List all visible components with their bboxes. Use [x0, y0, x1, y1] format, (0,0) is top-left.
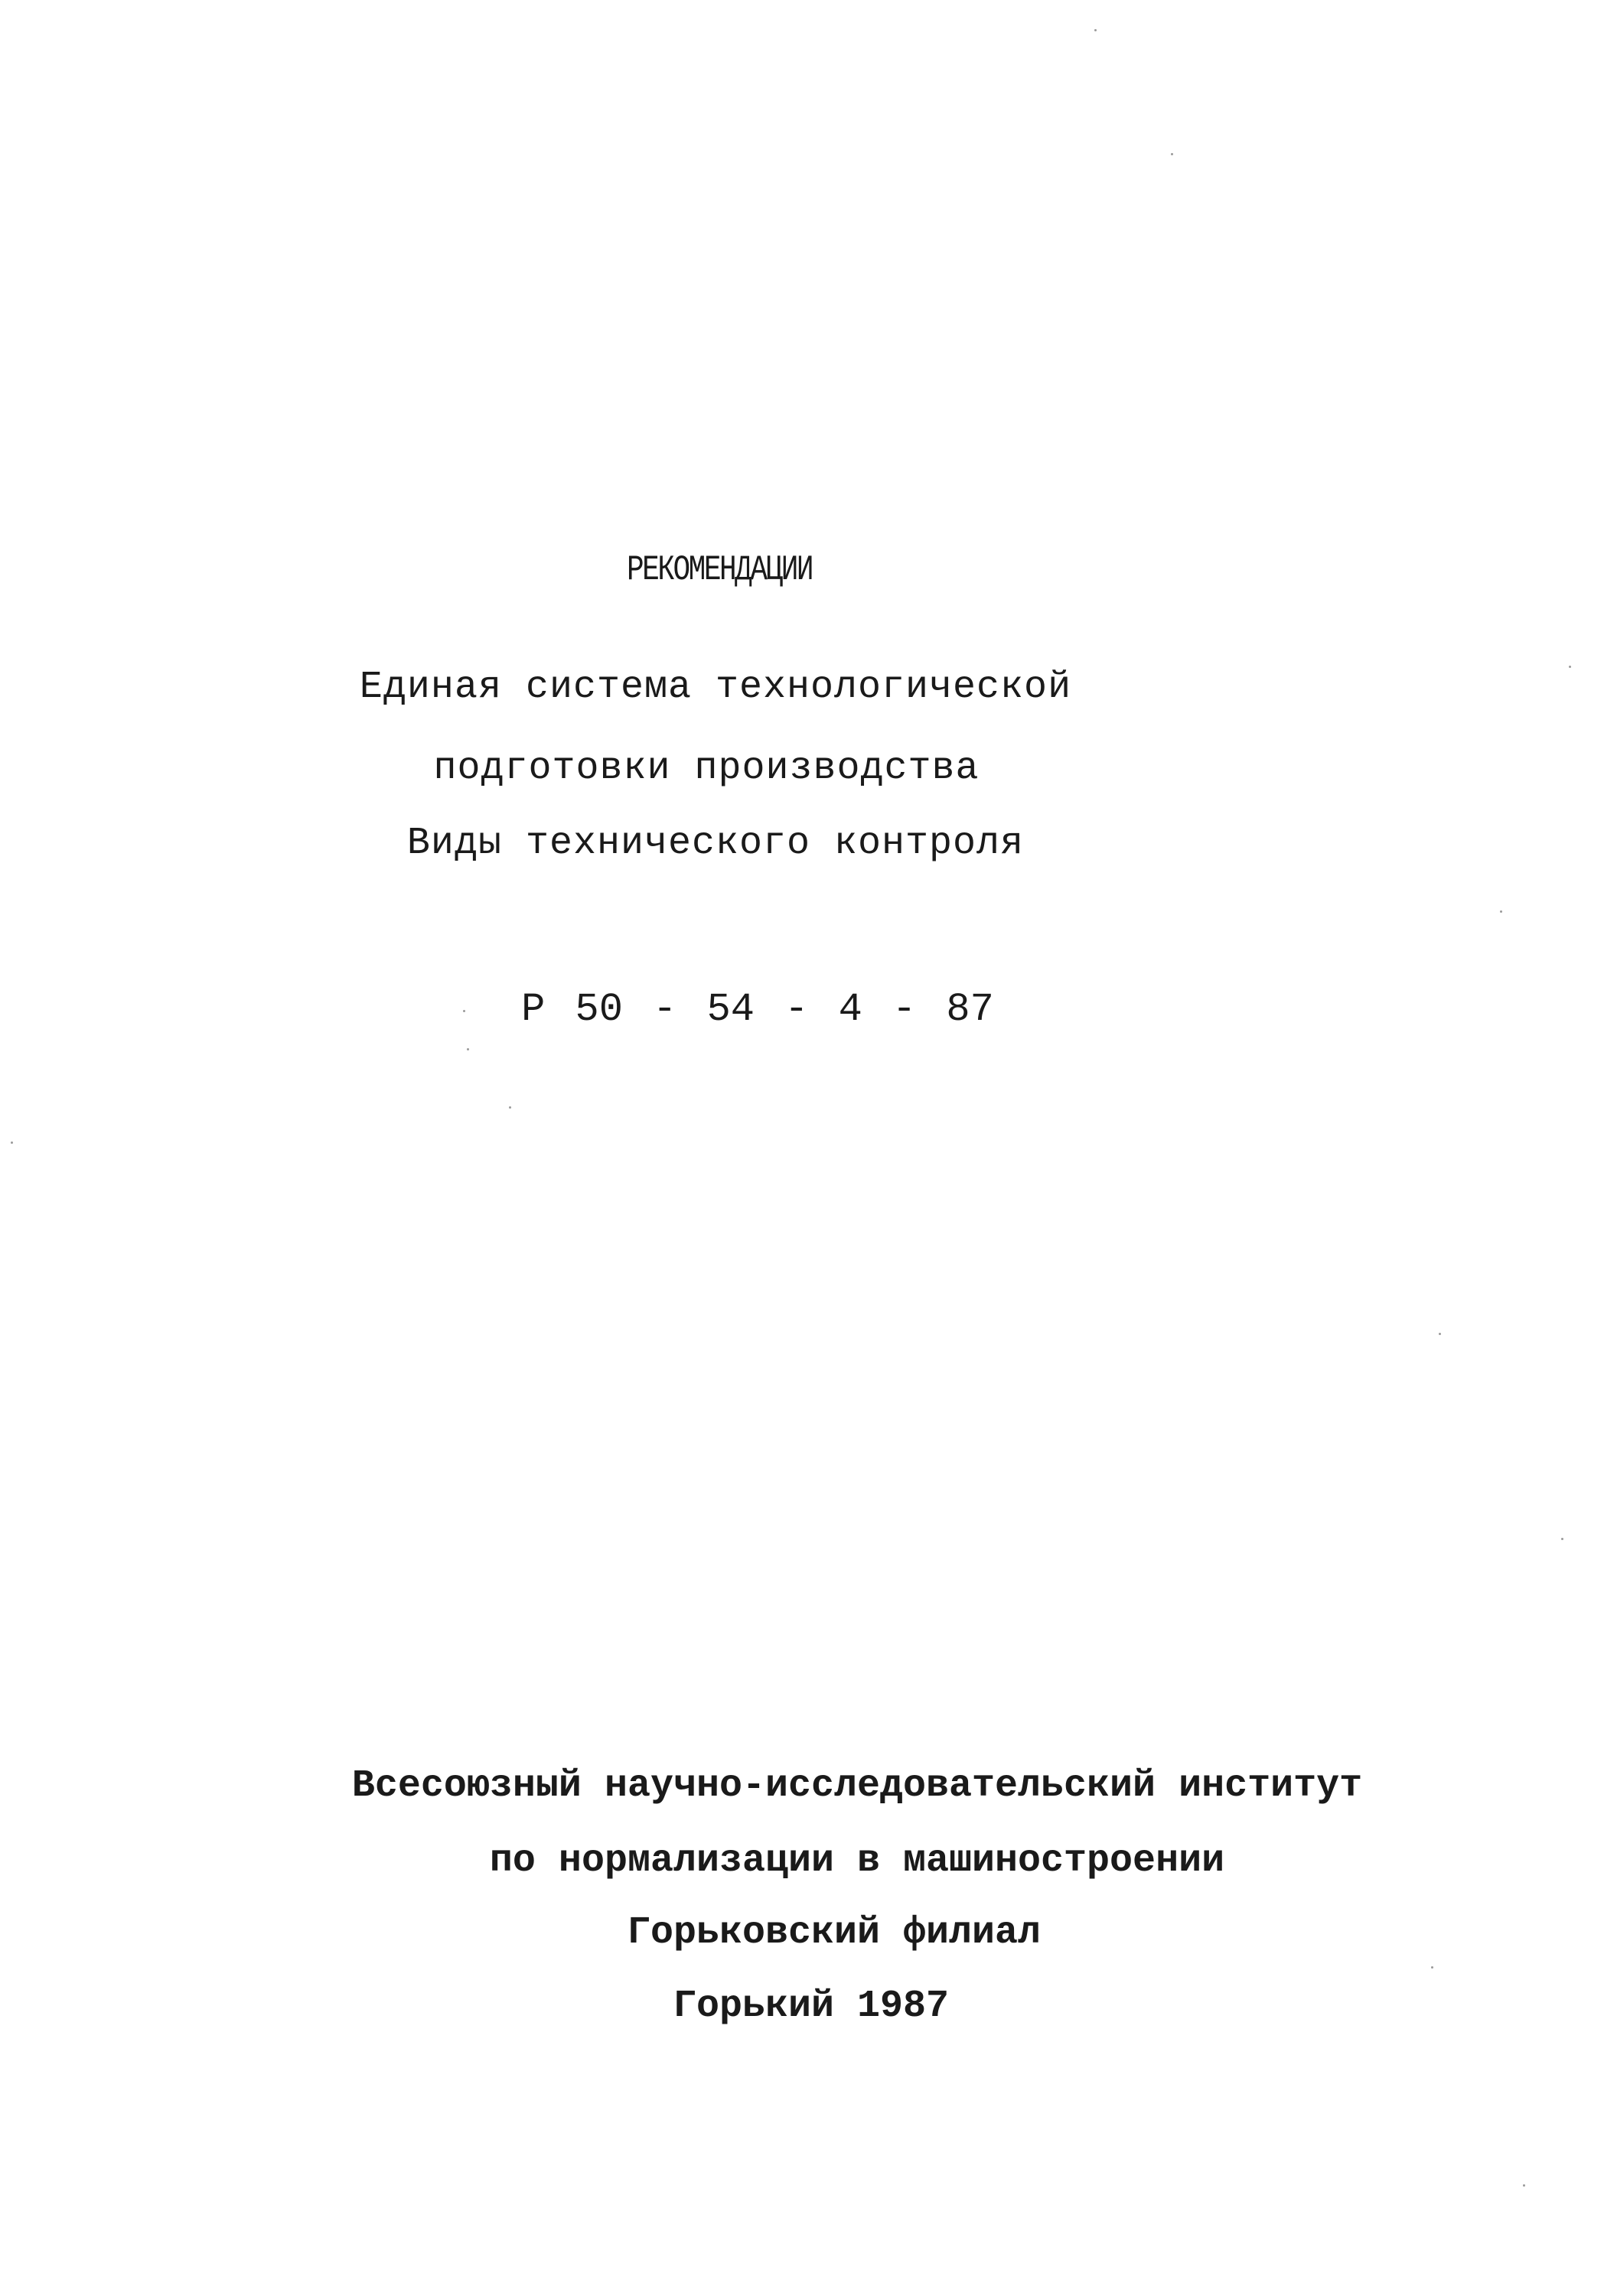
- scan-speck: [1094, 29, 1097, 31]
- title-line-2: подготовки производства: [433, 747, 980, 790]
- publication-city-year: Горький 1987: [673, 1985, 950, 2028]
- scan-speck: [1500, 910, 1502, 913]
- scan-speck: [1431, 1966, 1433, 1969]
- title-line-1: Единая система технологической: [359, 666, 1072, 709]
- scan-speck: [463, 1010, 465, 1012]
- document-type-heading: РЕКОМЕНДАЦИИ: [626, 550, 813, 590]
- scan-speck: [11, 1141, 13, 1144]
- scan-speck: [1171, 153, 1173, 155]
- scan-speck: [1569, 666, 1571, 668]
- document-number: Р 50 - 54 - 4 - 87: [521, 987, 994, 1032]
- scan-speck: [467, 1048, 469, 1050]
- scan-speck: [509, 1106, 511, 1109]
- scan-speck: [1439, 1333, 1441, 1335]
- title-line-3: Виды технического контроля: [406, 822, 1025, 865]
- publisher-branch: Горьковский филиал: [627, 1911, 1042, 1955]
- scan-speck: [1561, 1538, 1563, 1540]
- scan-speck: [1523, 2184, 1525, 2187]
- publisher-institute: Всесоюзный научно-исследовательский институт: [351, 1764, 1363, 1808]
- publisher-field: по нормализации в машиностроении: [489, 1839, 1225, 1883]
